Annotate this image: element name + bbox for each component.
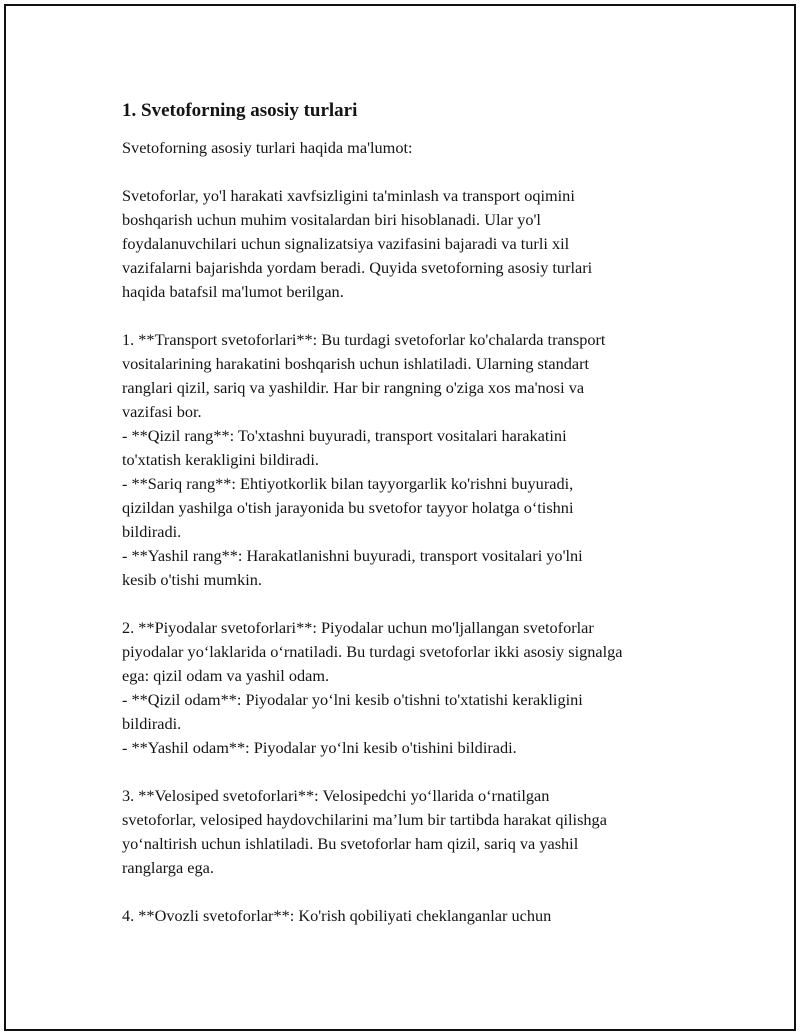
section-transport: 1. **Transport svetoforlari**: Bu turdagi svetoforlar ko'chalarda transport vositalarining harakatini boshqarish uchun ishlatiladi. Ularning standart ranglari qizil, sariq va yashildir. Har bir rangning o'ziga xos ma'nosi va vazifasi bor. - **Qizil rang**: To'xtashni buyuradi, transport vositalari harakatini to'xtatish kerakligini bildiradi. - **Sariq rang**: Ehtiyotkorlik bilan tayyorgarlik ko'rishni buyuradi, qizildan yashilga o'tish jarayonida bu svetofor tayyor holatga o‘tishni bildiradi. - **Yashil rang**: Harakatlanishni buyuradi, transport vositalari yo'lni kesib o'tishi mumkin. — [122, 330, 606, 589]
paragraph-gap — [122, 760, 712, 784]
intro-label: Svetoforning asosiy turlari haqida ma'lumot: — [122, 138, 413, 157]
section-bicycle: 3. **Velosiped svetoforlari**: Velosipedchi yo‘llarida o‘rnatilgan svetoforlar, velosiped haydovchilarini ma’lum bir tartibda harakat qilishga yo‘naltirish uchun ishlatiladi. Bu svetoforlar ham qizil, sariq va yashil ranglarga ega. — [122, 786, 607, 877]
paragraph-gap — [122, 304, 712, 328]
intro-paragraph: Svetoforlar, yo'l harakati xavfsizligini ta'minlash va transport oqimini boshqarish uchun muhim vositalardan biri hisoblanadi. Ular yo'l foydalanuvchilari uchun signalizatsiya vazifasini bajaradi va turli xil vazifalarni bajarishda yordam beradi. Quyida svetoforning asosiy turlari haqida batafsil ma'lumot berilgan. — [122, 186, 593, 301]
section-pedestrian: 2. **Piyodalar svetoforlari**: Piyodalar uchun mo'ljallangan svetoforlar piyodalar yo‘laklarida o‘rnatiladi. Bu turdagi svetoforlar ikki asosiy signalga ega: qizil odam va yashil odam. - **Qizil odam**: Piyodalar yo‘lni kesib o'tishni to'xtatishi kerakligini bildiradi. - **Yashil odam**: Piyodalar yo‘lni kesib o'tishini bildiradi. — [122, 618, 623, 757]
document-heading: 1. Svetoforning asosiy turlari — [122, 100, 358, 121]
paragraph-gap — [122, 160, 712, 184]
paragraph-gap — [122, 880, 712, 904]
section-audio: 4. **Ovozli svetoforlar**: Ko'rish qobiliyati cheklanganlar uchun — [122, 906, 552, 925]
document-page — [4, 4, 796, 1031]
document-content — [122, 98, 712, 928]
paragraph-gap — [122, 592, 712, 616]
